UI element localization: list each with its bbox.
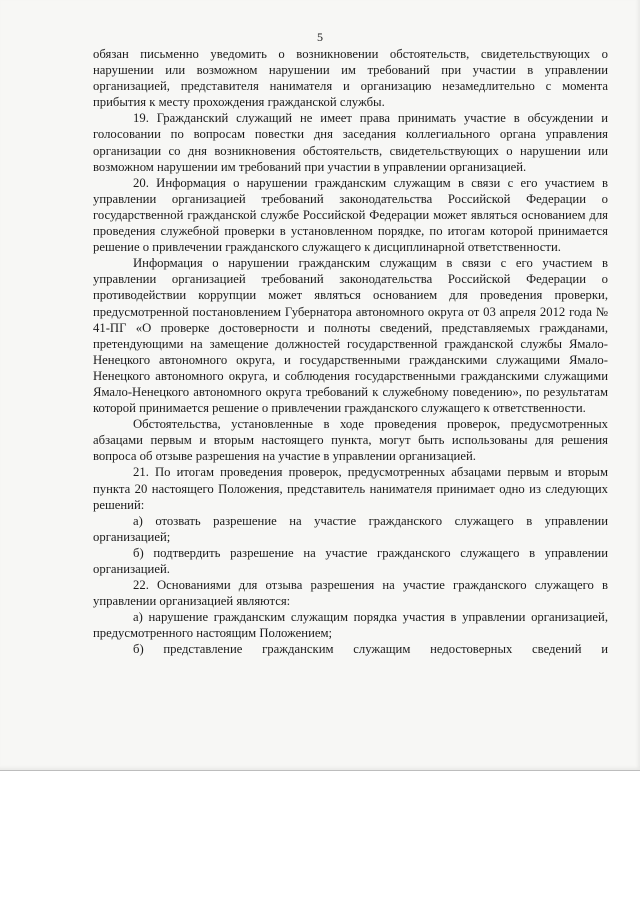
paragraph: Обстоятельства, установленные в ходе проведения проверок, предусмотренных абзацами первым и вторым настоящего пункта, могут быть использованы для решения вопроса об отзыве разрешения на участие в управлении организацией. [93, 417, 608, 464]
list-item: а) отозвать разрешение на участие гражданского служащего в управлении организацией; [93, 513, 608, 544]
list-item: б) подтвердить разрешение на участие гражданского служащего в управлении организацией. [93, 545, 608, 576]
paragraph: 21. По итогам проведения проверок, предусмотренных абзацами первым и вторым пункта 20 настоящего Положения, представитель нанимателя принимает одно из следующих решений: [93, 465, 608, 512]
paragraph: 22. Основаниями для отзыва разрешения на участие гражданского служащего в управлении организацией являются: [93, 578, 608, 609]
paragraph: 20. Информация о нарушении гражданским служащим в связи с его участием в управлении организацией требований законодательства Российской Федерации о государственной гражданской службе Российской Федерации может являться основанием для проведения служебной проверки в установленном порядке, по итогам которой принимается решение о привлечении гражданского служащего к дисциплинарной ответственности. [93, 175, 608, 255]
document-body [93, 46, 608, 658]
list-item: б) представление гражданским служащим недостоверных сведений и [133, 642, 608, 657]
paragraph: обязан письменно уведомить о возникновении обстоятельств, свидетельствующих о нарушении или возможном нарушении им требований при участии в управлении организацией, представителя нанимателя и организацию незамедлительно с момента прибытия к месту прохождения гражданской службы. [93, 47, 608, 110]
list-item: а) нарушение гражданским служащим порядка участия в управлении организацией, предусмотренного настоящим Положением; [93, 610, 608, 641]
page-number: 5 [317, 30, 323, 44]
paragraph: Информация о нарушении гражданским служащим в связи с его участием в управлении организацией требований законодательства Российской Федерации о противодействии коррупции может являться основанием для проведения проверки, предусмотренной постановлением Губернатора автономного округа от 03 апреля 2012 года № 41-ПГ «О проверке достоверности и полноты сведений, представляемых гражданами, претендующими на замещение должностей государственной гражданской службы Ямало-Ненецкого автономного округа, и государственными гражданскими служащими Ямало-Ненецкого автономного округа, и соблюдения государственными гражданскими служащими Ямало-Ненецкого автономного округа требований к служебному поведению», по результатам которой принимается решение о привлечении гражданского служащего к ответственности. [93, 256, 608, 416]
paragraph: 19. Гражданский служащий не имеет права принимать участие в обсуждении и голосовании по вопросам повестки дня заседания коллегиального органа управления организации со дня возникновения обстоятельств, свидетельствующих о нарушении или возможном нарушении им требований при участии в управлении организацией. [93, 111, 608, 174]
